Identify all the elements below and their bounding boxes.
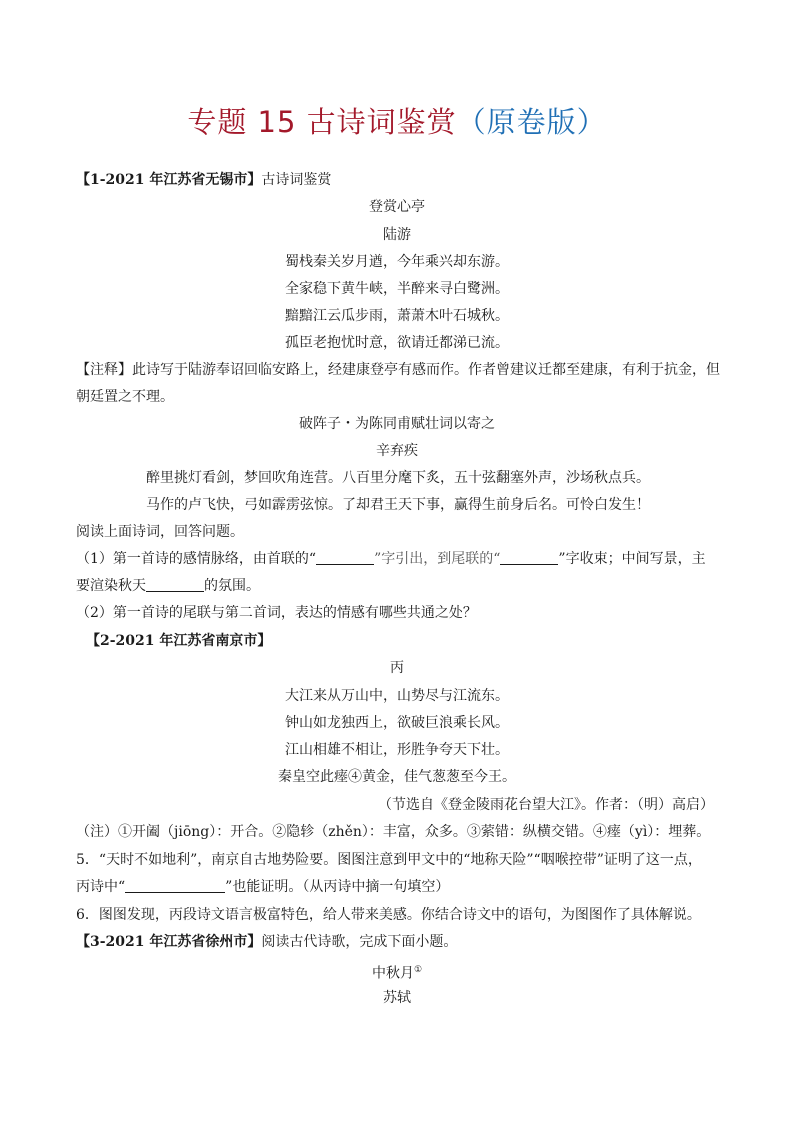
q3-label: 阅读古代诗歌，完成下面小题。 xyxy=(261,934,458,950)
question-5-cont xyxy=(76,877,449,897)
subquestion-2: （2）第一首诗的尾联与第二首词，表达的情感有哪些共通之处？ xyxy=(76,605,477,621)
annotation: （注）①开阖（jiōng）：开合。②隐轸（zhěn）：丰富，众多。③萦错：纵横交错。④瘗（yì）：埋葬。 xyxy=(76,824,711,840)
poem2-line: 醉里挑灯看剑，梦回吹角连营。八百里分麾下炙，五十弦翻塞外声，沙场秋点兵。 xyxy=(146,470,650,486)
page-title xyxy=(0,100,794,141)
question-5: 5．“天时不如地利”，南京自古地势险要。图图注意到甲文中的“地称天险”“咽喉控带”证明了这一点， xyxy=(76,852,702,868)
poem4-title xyxy=(0,960,794,984)
note-line: 朝廷置之不理。 xyxy=(76,389,174,405)
footnote-marker: ① xyxy=(413,965,423,975)
poem1-line: 蜀栈秦关岁月遒，今年乘兴却东游。 xyxy=(285,254,509,270)
q5-text: 丙诗中“ xyxy=(76,879,126,895)
answer-blank[interactable] xyxy=(146,577,204,592)
q1-tag: 【1-2021 年江苏省无锡市】 xyxy=(76,172,262,188)
poem3-line: 江山相雄不相让，形胜争夸天下壮。 xyxy=(285,742,509,758)
q3-header xyxy=(76,932,457,952)
sub1-text: （1）第一首诗的感情脉络，由首联的“ xyxy=(76,551,317,567)
poem1-line: 全家稳下黄牛峡，半醉来寻白鹭洲。 xyxy=(285,281,509,297)
poem3-line: 秦皇空此瘗④黄金，佳气葱葱至今王。 xyxy=(278,769,516,785)
sub1-text: 的氛围。 xyxy=(204,578,260,594)
instruction: 阅读上面诗词，回答问题。 xyxy=(76,524,244,540)
poem1-line: 黯黯江云瓜步雨，萧萧木叶石城秋。 xyxy=(285,308,509,324)
title-main: 专题 15 古诗词鉴赏 xyxy=(187,105,457,139)
subquestion-1-cont xyxy=(76,576,260,596)
title-edition: （原卷版） xyxy=(456,105,607,139)
sub1-text: ”字引出，到尾联的“ xyxy=(374,551,501,567)
q1-header xyxy=(76,170,331,190)
poem3-title: 丙 xyxy=(390,660,404,676)
answer-blank[interactable] xyxy=(500,550,558,565)
answer-blank[interactable] xyxy=(316,550,374,565)
note-line: 【注释】此诗写于陆游奉诏回临安路上，经建康登亭有感而作。作者曾建议迁都至建康，有利于抗金，但 xyxy=(76,362,720,378)
poem3-source: （节选自《登金陵雨花台望大江》。作者：（明）高启） xyxy=(378,797,714,813)
q2-tag: 【2-2021 年江苏省南京市】 xyxy=(86,633,272,649)
poem2-line: 马作的卢飞快，弓如霹雳弦惊。了却君王天下事，赢得生前身后名。可怜白发生！ xyxy=(146,497,650,513)
poem2-author: 辛弃疾 xyxy=(376,443,418,459)
subquestion-1 xyxy=(76,549,706,569)
q5-text: ”也能证明。（从丙诗中摘一句填空） xyxy=(225,879,450,895)
sub1-text: 要渲染秋天 xyxy=(76,578,146,594)
q1-label: 古诗词鉴赏 xyxy=(261,172,332,188)
poem3-line: 大江来从万山中，山势尽与江流东。 xyxy=(285,688,509,704)
q3-tag: 【3-2021 年江苏省徐州市】 xyxy=(76,934,262,950)
question-6: 6．图图发现，丙段诗文语言极富特色，给人带来美感。你结合诗文中的语句，为图图作了具体解说。 xyxy=(76,907,701,923)
poem1-line: 孤臣老抱忧时意，欲请迁都涕已流。 xyxy=(285,335,509,351)
answer-blank[interactable] xyxy=(125,878,225,893)
poem2-title: 破阵子・为陈同甫赋壮词以寄之 xyxy=(299,416,495,432)
poem4-author: 苏轼 xyxy=(383,990,411,1006)
poem1-title: 登赏心亭 xyxy=(369,199,425,215)
sub1-text: ”字收束；中间写景，主 xyxy=(558,551,706,567)
poem3-line: 钟山如龙独西上，欲破巨浪乘长风。 xyxy=(285,715,509,731)
poem4-title-text: 中秋月 xyxy=(371,965,414,982)
poem1-author: 陆游 xyxy=(383,227,411,243)
